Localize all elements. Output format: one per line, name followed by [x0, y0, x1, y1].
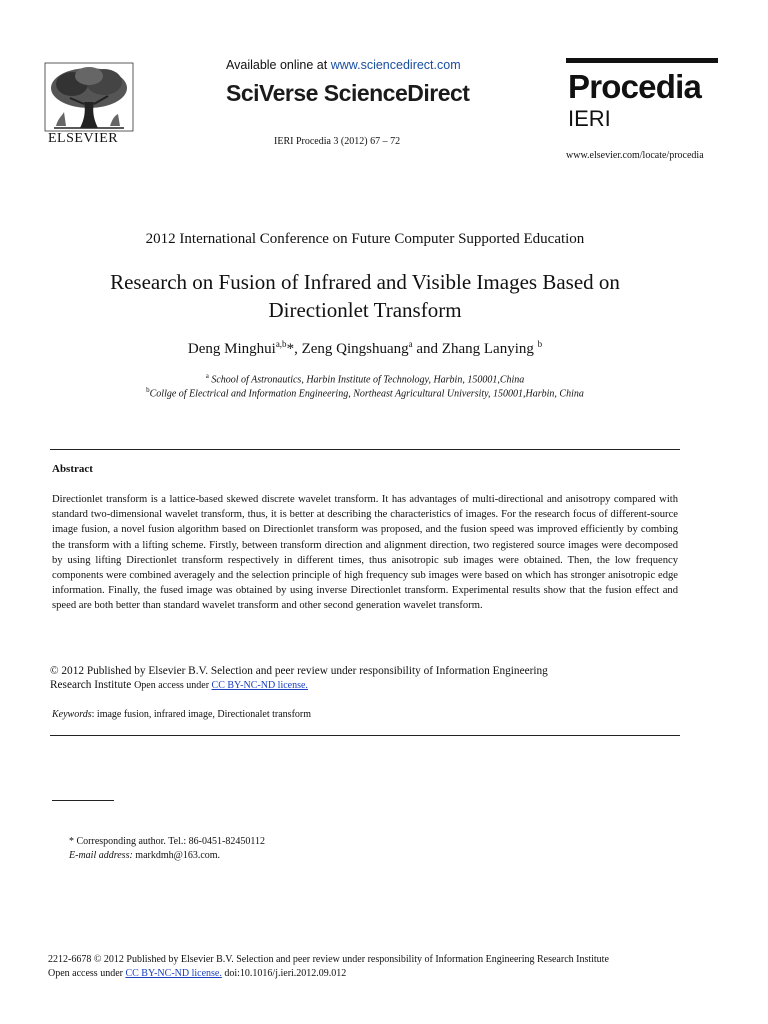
footer-open-access: Open access under	[48, 968, 126, 979]
corresponding-author-note: * Corresponding author. Tel.: 86-0451-82450112	[69, 836, 265, 847]
email-note	[69, 850, 220, 861]
abstract-heading: Abstract	[52, 463, 93, 475]
sciencedirect-link[interactable]: www.sciencedirect.com	[330, 58, 461, 72]
author-1: Deng Minghui	[187, 341, 276, 357]
publisher-name: ELSEVIER	[48, 131, 119, 146]
footer-license-link[interactable]: CC BY-NC-ND license.	[125, 968, 222, 979]
footer-line-2	[48, 967, 609, 981]
open-access-label: Open access under	[134, 680, 212, 691]
procedia-logo	[566, 58, 718, 148]
abstract-top-rule	[50, 449, 680, 450]
copyright-notice	[50, 664, 548, 693]
abstract-bottom-rule	[50, 735, 680, 736]
keywords-label: Keywords	[52, 709, 92, 720]
author-3: and Zhang Lanying	[412, 341, 538, 357]
procedia-logo-word: Procedia	[568, 68, 701, 105]
footer-line-1: 2212-6678 © 2012 Published by Elsevier B.V. Selection and peer review under responsibility of Information Engineering Research Institute	[48, 954, 609, 965]
affiliation-a-text: School of Astronautics, Harbin Institute of Technology, Harbin, 150001,China	[208, 374, 525, 386]
footer-doi: doi:10.1016/j.ieri.2012.09.012	[221, 968, 347, 979]
author-list	[0, 339, 730, 358]
journal-url-link[interactable]: www.elsevier.com/locate/procedia	[566, 150, 704, 161]
license-link[interactable]: CC BY-NC-ND license.	[211, 680, 308, 691]
available-online-line	[226, 58, 461, 72]
keywords-text: : image fusion, infrared image, Directionalet transform	[91, 709, 312, 720]
conference-name: 2012 International Conference on Future Computer Supported Education	[145, 231, 585, 247]
author-3-affiliation: b	[537, 339, 543, 349]
keywords	[52, 709, 311, 720]
abstract-body: Directionlet transform is a lattice-based skewed discrete wavelet transform. It has advantages of multi-directional and anisotropy compared with standard two-dimensional wavelet transform, thus, it is better at describing the characteristics of images. For the research focus of different-source image fusion, a novel fusion algorithm based on Directionlet transform was proposed, and the fusion speed was improved efficiently by combing the transform with a lifting scheme. Firstly, between transform direction and alignment direction, two registered source images were decomposed by using lifting Directionlet transform respectively in different times, thus anisotropic sub images were obtained. Then, the low frequency components were combined averagely and the selection principle of high frequency sub images were based on which has stronger anisotropic edge information. Finally, the fused image was obtained by using inverse Directionlet transform. Experimental results show that the fusion effect and speed are both better than standard wavelet transform and other second generation wavelet transform.	[52, 494, 678, 612]
paper-title-line-2: Directionlet Transform	[268, 298, 462, 322]
affiliation-b	[0, 386, 730, 399]
affiliation-b-mark: b	[146, 386, 150, 394]
email-label: E-mail address:	[69, 850, 133, 861]
copyright-line-2-prefix: Research Institute	[50, 679, 135, 691]
journal-reference: IERI Procedia 3 (2012) 67 – 72	[274, 136, 401, 147]
corresponding-mark: *,	[286, 341, 302, 357]
affiliation-b-text: Collge of Electrical and Information Engineering, Northeast Agricultural University, 150001,Harbin, China	[149, 388, 584, 400]
author-1-affiliation: a,b	[275, 339, 287, 349]
email-value: markdmh@163.com.	[132, 850, 221, 861]
affiliation-a-mark: a	[205, 372, 209, 380]
page-footer	[48, 953, 609, 981]
author-2: Zeng Qingshuang	[301, 341, 409, 357]
footnote-rule	[52, 800, 114, 801]
affiliation-a	[0, 372, 730, 385]
available-online-prefix: Available online at	[226, 58, 331, 72]
procedia-logo-bar	[566, 58, 718, 63]
paper-title-line-1: Research on Fusion of Infrared and Visible Images Based on	[110, 270, 620, 294]
copyright-line-2	[50, 678, 548, 693]
platform-logo-text: SciVerse ScienceDirect	[226, 80, 470, 106]
copyright-line-1: © 2012 Published by Elsevier B.V. Selection and peer review under responsibility of Information Engineering	[50, 665, 548, 677]
author-2-affiliation: a	[408, 339, 413, 349]
paper-title	[40, 268, 690, 324]
procedia-logo-sub: IERI	[568, 106, 611, 131]
